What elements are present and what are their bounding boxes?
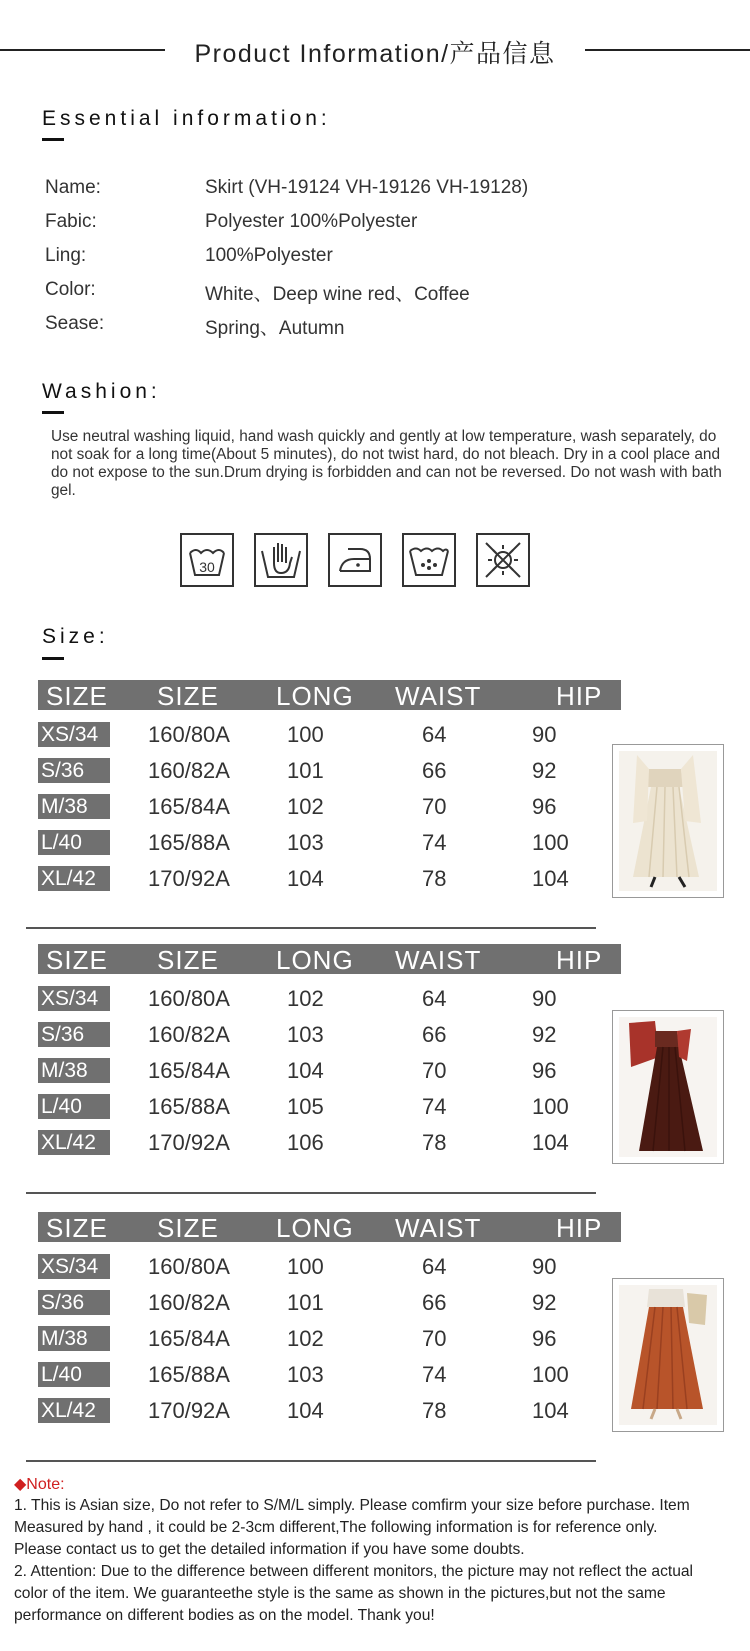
spec-cell: 165/84A xyxy=(148,1326,230,1351)
col-long: LONG xyxy=(276,945,354,975)
size-cell: XL/42 xyxy=(38,1398,110,1423)
size-cell: L/40 xyxy=(38,830,110,855)
care-icons xyxy=(180,533,550,591)
hip-cell: 90 xyxy=(532,722,557,747)
long-cell: 104 xyxy=(287,1058,324,1083)
size-cell: XL/42 xyxy=(38,1130,110,1155)
long-cell: 100 xyxy=(287,1254,324,1279)
col-hip: HIP xyxy=(556,1213,603,1243)
table-row xyxy=(38,828,638,858)
size-table-header xyxy=(38,944,621,974)
washing-heading: Washion: xyxy=(42,380,161,403)
col-waist: WAIST xyxy=(395,681,482,711)
hip-cell: 90 xyxy=(532,1254,557,1279)
hip-cell: 100 xyxy=(532,830,569,855)
note-line: performance on different bodies as on the model. Thank you! xyxy=(14,1607,435,1624)
product-information-title-bar xyxy=(0,30,750,70)
long-cell: 103 xyxy=(287,1362,324,1387)
note-line: Measured by hand , it could be 2-3cm different,The following information is for reference only. xyxy=(14,1519,658,1536)
spec-cell: 160/82A xyxy=(148,1022,230,1047)
size-cell: S/36 xyxy=(38,1022,110,1047)
spec-cell: 165/88A xyxy=(148,1362,230,1387)
hip-cell: 92 xyxy=(532,758,557,783)
coffee-skirt-photo xyxy=(612,1278,724,1432)
col-long: LONG xyxy=(276,681,354,711)
col-size-spec: SIZE xyxy=(157,681,219,711)
col-waist: WAIST xyxy=(395,1213,482,1243)
white-skirt-photo xyxy=(612,744,724,898)
waist-cell: 64 xyxy=(422,722,447,747)
spec-cell: 170/92A xyxy=(148,1398,230,1423)
hip-cell: 92 xyxy=(532,1290,557,1315)
note-line: color of the item. We guaranteethe style is the same as shown in the pictures,but not the same xyxy=(14,1585,666,1602)
size-cell: M/38 xyxy=(38,1326,110,1351)
size-cell: S/36 xyxy=(38,1290,110,1315)
info-value: Spring、Autumn xyxy=(205,318,345,339)
info-value: Polyester 100%Polyester xyxy=(205,211,418,232)
long-cell: 106 xyxy=(287,1130,324,1155)
waist-cell: 70 xyxy=(422,794,447,819)
hip-cell: 100 xyxy=(532,1094,569,1119)
table-row xyxy=(38,1056,638,1086)
info-key: Color: xyxy=(45,279,96,300)
table-row xyxy=(38,1128,638,1158)
info-key: Sease: xyxy=(45,313,105,334)
table-divider xyxy=(26,927,596,929)
waist-cell: 78 xyxy=(422,1130,447,1155)
long-cell: 103 xyxy=(287,1022,324,1047)
spec-cell: 165/88A xyxy=(148,1094,230,1119)
long-cell: 104 xyxy=(287,866,324,891)
essential-underline xyxy=(42,138,64,141)
waist-cell: 64 xyxy=(422,1254,447,1279)
col-size-spec: SIZE xyxy=(157,1213,219,1243)
table-row xyxy=(38,1324,638,1354)
hip-cell: 96 xyxy=(532,1058,557,1083)
table-row xyxy=(38,720,638,750)
info-key: Fabic: xyxy=(45,211,97,232)
spec-cell: 165/84A xyxy=(148,1058,230,1083)
note-line: 1. This is Asian size, Do not refer to S/M/L simply. Please comfirm your size before purchase. Item xyxy=(14,1497,690,1514)
long-cell: 102 xyxy=(287,986,324,1011)
long-cell: 102 xyxy=(287,1326,324,1351)
table-row xyxy=(38,864,638,894)
table-row xyxy=(38,1092,638,1122)
hip-cell: 92 xyxy=(532,1022,557,1047)
waist-cell: 66 xyxy=(422,1290,447,1315)
long-cell: 100 xyxy=(287,722,324,747)
size-cell: XL/42 xyxy=(38,866,110,891)
long-cell: 103 xyxy=(287,830,324,855)
hip-cell: 104 xyxy=(532,1130,569,1155)
spec-cell: 160/82A xyxy=(148,758,230,783)
table-divider xyxy=(26,1460,596,1462)
waist-cell: 74 xyxy=(422,830,447,855)
wine-red-skirt-photo xyxy=(612,1010,724,1164)
col-waist: WAIST xyxy=(395,945,482,975)
page-title: Product Information/产品信息 xyxy=(194,40,556,68)
no-sun-drying-icon xyxy=(476,533,530,587)
hip-cell: 96 xyxy=(532,1326,557,1351)
hip-cell: 100 xyxy=(532,1362,569,1387)
spec-cell: 160/82A xyxy=(148,1290,230,1315)
note-title: ◆Note: xyxy=(14,1476,65,1493)
table-row xyxy=(38,1396,638,1426)
col-long: LONG xyxy=(276,1213,354,1243)
size-table-header xyxy=(38,1212,621,1242)
col-size-label: SIZE xyxy=(46,681,108,711)
waist-cell: 66 xyxy=(422,758,447,783)
col-size-label: SIZE xyxy=(46,1213,108,1243)
waist-cell: 78 xyxy=(422,1398,447,1423)
size-cell: XS/34 xyxy=(38,986,110,1011)
waist-cell: 64 xyxy=(422,986,447,1011)
title-left-rule xyxy=(0,49,165,51)
waist-cell: 70 xyxy=(422,1058,447,1083)
iron-icon xyxy=(328,533,382,587)
title-right-rule xyxy=(585,49,750,51)
size-cell: L/40 xyxy=(38,1362,110,1387)
long-cell: 105 xyxy=(287,1094,324,1119)
waist-cell: 74 xyxy=(422,1362,447,1387)
essential-heading: Essential information: xyxy=(42,107,331,130)
size-cell: XS/34 xyxy=(38,1254,110,1279)
table-row xyxy=(38,792,638,822)
size-cell: M/38 xyxy=(38,794,110,819)
table-row xyxy=(38,1252,638,1282)
col-size-spec: SIZE xyxy=(157,945,219,975)
long-cell: 101 xyxy=(287,758,324,783)
size-heading: Size: xyxy=(42,625,109,648)
table-row xyxy=(38,984,638,1014)
hip-cell: 104 xyxy=(532,1398,569,1423)
hip-cell: 96 xyxy=(532,794,557,819)
table-divider xyxy=(26,1192,596,1194)
table-row xyxy=(38,756,638,786)
hip-cell: 90 xyxy=(532,986,557,1011)
table-row xyxy=(38,1288,638,1318)
info-value: Skirt (VH-19124 VH-19126 VH-19128) xyxy=(205,177,529,198)
waist-cell: 66 xyxy=(422,1022,447,1047)
size-cell: M/38 xyxy=(38,1058,110,1083)
size-underline xyxy=(42,657,64,660)
note-line: 2. Attention: Due to the difference between different monitors, the picture may not reflect the actual xyxy=(14,1563,694,1580)
info-value: White、Deep wine red、Coffee xyxy=(205,284,470,305)
long-cell: 104 xyxy=(287,1398,324,1423)
wash-30-icon xyxy=(180,533,234,587)
col-hip: HIP xyxy=(556,681,603,711)
hip-cell: 104 xyxy=(532,866,569,891)
note-line: Please contact us to get the detailed information if you have some doubts. xyxy=(14,1541,525,1558)
info-key: Name: xyxy=(45,177,101,198)
washing-underline xyxy=(42,411,64,414)
hand-wash-icon xyxy=(254,533,308,587)
size-cell: S/36 xyxy=(38,758,110,783)
spec-cell: 160/80A xyxy=(148,1254,230,1279)
waist-cell: 78 xyxy=(422,866,447,891)
col-size-label: SIZE xyxy=(46,945,108,975)
table-row xyxy=(38,1020,638,1050)
waist-cell: 70 xyxy=(422,1326,447,1351)
spec-cell: 170/92A xyxy=(148,1130,230,1155)
washing-instructions: Use neutral washing liquid, hand wash quickly and gently at low temperature, wash separately, do not soak for a long time(About 5 minutes), do not twist hard, do not bleach. Dry in a cool place and do not expose to the sun.Drum drying is forbidden and can not be reversed. Do not wash with bath gel. xyxy=(51,428,722,499)
spec-cell: 160/80A xyxy=(148,722,230,747)
gentle-wash-icon xyxy=(402,533,456,587)
col-hip: HIP xyxy=(556,945,603,975)
spec-cell: 160/80A xyxy=(148,986,230,1011)
table-row xyxy=(38,1360,638,1390)
long-cell: 101 xyxy=(287,1290,324,1315)
spec-cell: 165/88A xyxy=(148,830,230,855)
spec-cell: 170/92A xyxy=(148,866,230,891)
long-cell: 102 xyxy=(287,794,324,819)
size-cell: XS/34 xyxy=(38,722,110,747)
info-value: 100%Polyester xyxy=(205,245,333,266)
spec-cell: 165/84A xyxy=(148,794,230,819)
size-cell: L/40 xyxy=(38,1094,110,1119)
waist-cell: 74 xyxy=(422,1094,447,1119)
size-table-header xyxy=(38,680,621,710)
info-key: Ling: xyxy=(45,245,87,266)
wash-temperature-label: 30 xyxy=(199,559,215,575)
